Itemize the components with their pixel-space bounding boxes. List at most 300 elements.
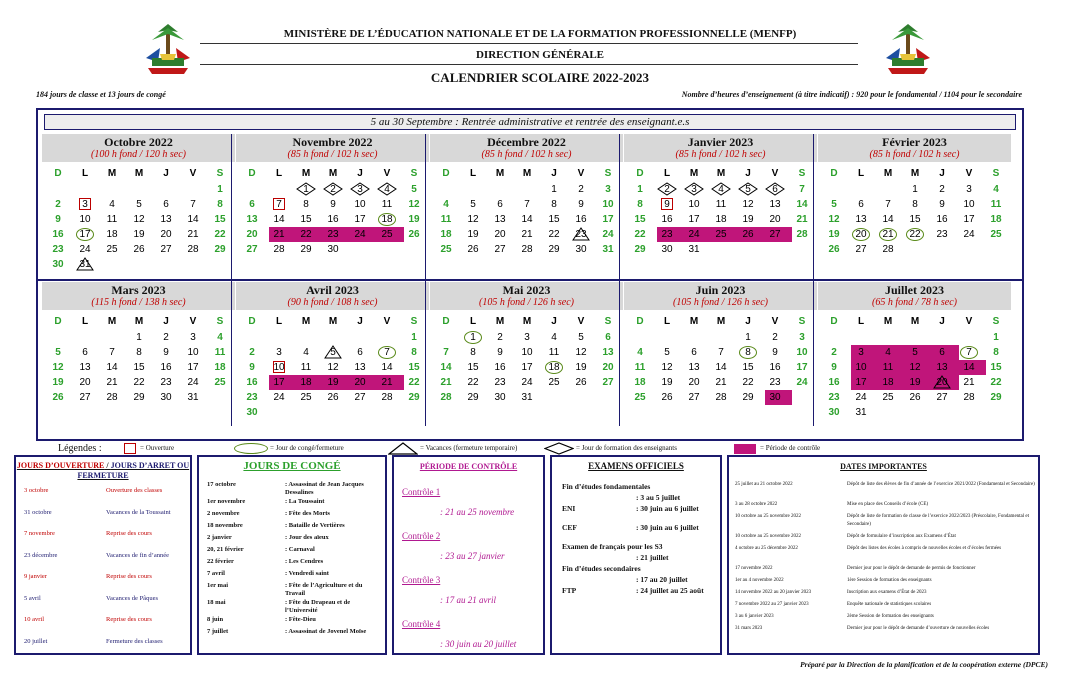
- day-header: V: [383, 168, 391, 179]
- box-ouverture-fermeture: [14, 455, 192, 655]
- month-block: [818, 134, 1011, 274]
- day-cell: 17: [855, 377, 867, 388]
- day-cell: 10: [79, 214, 91, 225]
- box5-date: 4 octobre au 25 décembre 2022: [735, 546, 798, 551]
- day-cell: 14: [273, 214, 285, 225]
- day-cell: 4: [885, 347, 891, 358]
- month-hours: (105 h fond / 126 h sec): [479, 297, 574, 308]
- day-cell: 16: [160, 362, 172, 373]
- day-cell: 11: [990, 199, 1002, 210]
- day-cell: 28: [963, 392, 975, 403]
- day-cell: 15: [634, 214, 646, 225]
- day-cell: 17: [963, 214, 975, 225]
- day-cell: 9: [831, 362, 837, 373]
- day-cell: 24: [521, 377, 533, 388]
- day-cell: 1: [470, 332, 476, 343]
- legend-diamond-icon: [544, 442, 574, 455]
- box1-date: 3 octobre: [24, 487, 49, 494]
- day-cell: 22: [548, 229, 560, 240]
- day-cell: 4: [303, 347, 309, 358]
- day-cell: 26: [133, 244, 145, 255]
- day-cell: 21: [521, 229, 533, 240]
- legend: [58, 443, 958, 455]
- month-hours: (105 h fond / 126 h sec): [673, 297, 768, 308]
- day-cell: 26: [467, 244, 479, 255]
- day-cell: 2: [939, 184, 945, 195]
- day-cell: 12: [327, 362, 339, 373]
- box1-date: 9 janvier: [24, 573, 47, 580]
- box5-event: Dernier jour pour le dépôt de demande de permis de fonctionner: [847, 566, 976, 571]
- day-cell: 16: [52, 229, 64, 240]
- day-header: M: [107, 316, 117, 327]
- month-hours: (85 h fond / 102 h sec): [287, 149, 378, 160]
- day-cell: 29: [133, 392, 145, 403]
- day-cell: 3: [82, 199, 88, 210]
- day-header: S: [798, 316, 806, 327]
- day-cell: 20: [688, 377, 700, 388]
- day-header: D: [830, 168, 838, 179]
- day-cell: 12: [909, 362, 921, 373]
- day-cell: 7: [799, 184, 805, 195]
- day-cell: 17: [354, 214, 366, 225]
- box2-date: 18 mai: [207, 599, 226, 606]
- day-header: D: [442, 316, 450, 327]
- day-cell: 2: [249, 347, 255, 358]
- day-cell: 11: [715, 199, 727, 210]
- day-cell: 22: [634, 229, 646, 240]
- day-cell: 16: [575, 214, 587, 225]
- box5-event: Dépôt de liste de formation de classe de l’exercice 2022/2023 (Préscolaire, Fondamental et Secondaire): [847, 514, 1030, 527]
- month-block: [430, 134, 623, 274]
- day-cell: 6: [772, 184, 778, 195]
- box1-date: 23 décembre: [24, 551, 58, 559]
- box3-dates: : 17 au 21 avril: [440, 595, 496, 605]
- day-header: D: [54, 168, 62, 179]
- box4-exam: CEF: [562, 523, 577, 532]
- day-cell: 2: [831, 347, 837, 358]
- day-cell: 3: [605, 184, 611, 195]
- month-header: [430, 282, 623, 310]
- day-cell: 16: [769, 362, 781, 373]
- box1-event: Vacances de fin d’année: [106, 551, 169, 559]
- divider: [200, 64, 858, 65]
- calendar-frame: [36, 108, 1024, 441]
- holiday-circle-icon: [545, 361, 563, 374]
- day-cell: 30: [828, 407, 840, 418]
- day-cell: 2: [497, 332, 503, 343]
- teaching-hours-note: Nombre d’heures d’enseignement (à titre indicatif) : 920 pour le fondamental / 1104 pour le secondaire: [681, 90, 1022, 99]
- day-header: M: [495, 168, 505, 179]
- day-cell: 2: [578, 184, 584, 195]
- day-cell: 8: [470, 347, 476, 358]
- day-cell: 7: [276, 199, 282, 210]
- box3-dates: : 30 juin au 20 juillet: [440, 639, 517, 649]
- box1-event: Fermeture des classes: [106, 637, 163, 645]
- day-cell: 9: [664, 199, 670, 210]
- box5-date: 3 au 6 janvier 2023: [735, 614, 774, 619]
- opening-day-square-icon: [273, 361, 285, 373]
- legend-ouverture: = Ouverture: [140, 444, 175, 452]
- day-cell: 19: [408, 214, 420, 225]
- box5-date: 25 juillet au 21 octobre 2022: [735, 482, 793, 487]
- day-cell: 15: [467, 362, 479, 373]
- day-header: M: [716, 168, 726, 179]
- day-cell: 7: [109, 347, 115, 358]
- day-cell: 15: [408, 362, 420, 373]
- day-cell: 8: [993, 347, 999, 358]
- day-cell: 5: [745, 184, 751, 195]
- day-header: D: [830, 316, 838, 327]
- day-cell: 12: [52, 362, 64, 373]
- day-cell: 18: [990, 214, 1002, 225]
- day-cell: 4: [993, 184, 999, 195]
- day-cell: 29: [214, 244, 226, 255]
- day-header: L: [857, 316, 865, 327]
- day-header: L: [275, 168, 283, 179]
- day-cell: 8: [745, 347, 751, 358]
- day-cell: 27: [160, 244, 172, 255]
- month-block: [818, 282, 1011, 422]
- day-cell: 27: [936, 392, 948, 403]
- day-header: L: [857, 168, 865, 179]
- day-cell: 28: [381, 392, 393, 403]
- holiday-circle-icon: [879, 228, 897, 241]
- box5-event: 1ère Session de formation des enseignants: [847, 578, 932, 583]
- day-cell: 15: [909, 214, 921, 225]
- day-cell: 30: [575, 244, 587, 255]
- day-cell: 6: [497, 199, 503, 210]
- day-header: D: [442, 168, 450, 179]
- day-cell: 27: [602, 377, 614, 388]
- training-diamond-icon: [684, 182, 704, 196]
- month-hours: (100 h fond / 120 h sec): [91, 149, 186, 160]
- legend-formation: = Jour de formation des enseignants: [576, 444, 677, 452]
- day-cell: 5: [55, 347, 61, 358]
- day-cell: 19: [327, 377, 339, 388]
- day-cell: 7: [524, 199, 530, 210]
- day-cell: 13: [246, 214, 258, 225]
- day-cell: 12: [661, 362, 673, 373]
- box4-dates: : 30 juin au 6 juillet: [636, 523, 699, 532]
- box4-dates: : 21 juillet: [636, 553, 669, 562]
- day-cell: 18: [214, 362, 226, 373]
- day-cell: 23: [828, 392, 840, 403]
- day-cell: 10: [688, 199, 700, 210]
- day-cell: 28: [273, 244, 285, 255]
- day-cell: 28: [882, 244, 894, 255]
- holiday-circle-icon: [739, 346, 757, 359]
- day-header: M: [716, 316, 726, 327]
- day-cell: 7: [190, 199, 196, 210]
- box4-dates: : 3 au 5 juillet: [636, 493, 681, 502]
- direction-title: DIRECTION GÉNÉRALE: [475, 49, 605, 61]
- month-hours: (85 h fond / 102 h sec): [481, 149, 572, 160]
- day-header: L: [469, 168, 477, 179]
- box5-date: 10 octobre au 25 novembre 2022: [735, 514, 801, 519]
- box2-date: 22 février: [207, 558, 234, 565]
- box1-date: 20 juillet: [24, 637, 48, 645]
- day-cell: 15: [300, 214, 312, 225]
- day-cell: 22: [300, 229, 312, 240]
- holiday-circle-icon: [906, 228, 924, 241]
- day-cell: 13: [769, 199, 781, 210]
- day-cell: 12: [742, 199, 754, 210]
- day-header: M: [328, 168, 338, 179]
- training-diamond-icon: [377, 182, 397, 196]
- opening-day-square-icon: [79, 198, 91, 210]
- day-cell: 4: [217, 332, 223, 343]
- day-cell: 25: [548, 377, 560, 388]
- day-cell: 8: [303, 199, 309, 210]
- legend-title: Légendes :: [58, 443, 102, 454]
- day-header: M: [910, 316, 920, 327]
- day-header: M: [495, 316, 505, 327]
- day-cell: 15: [214, 214, 226, 225]
- day-cell: 4: [718, 184, 724, 195]
- day-cell: 16: [661, 214, 673, 225]
- day-cell: 11: [381, 199, 393, 210]
- day-cell: 27: [688, 392, 700, 403]
- day-cell: 26: [661, 392, 673, 403]
- day-cell: 3: [691, 184, 697, 195]
- day-cell: 23: [160, 377, 172, 388]
- day-header: V: [771, 168, 779, 179]
- day-cell: 13: [936, 362, 948, 373]
- day-cell: 19: [909, 377, 921, 388]
- day-header: J: [163, 316, 169, 327]
- box5-event: Dépôt de liste des élèves de fin d’année de l’exercice 2021/2022 (Fondamental et Secondaire): [847, 482, 1035, 487]
- day-cell: 29: [634, 244, 646, 255]
- box5-date: 1er au 4 novembre 2022: [735, 578, 784, 583]
- box2-date: 7 avril: [207, 570, 225, 577]
- day-header: V: [189, 168, 197, 179]
- day-header: M: [883, 168, 893, 179]
- box1-event: Vacances de la Toussaint: [106, 508, 171, 516]
- day-cell: 23: [52, 244, 64, 255]
- month-block: [430, 282, 623, 422]
- box5-event: Mise en place des Conseils d’école (CE): [847, 502, 929, 507]
- day-cell: 12: [133, 214, 145, 225]
- box4-title: EXAMENS OFFICIELS: [588, 461, 684, 471]
- day-cell: 17: [688, 214, 700, 225]
- day-cell: 22: [742, 377, 754, 388]
- day-cell: 6: [82, 347, 88, 358]
- day-header: D: [54, 316, 62, 327]
- day-cell: 24: [688, 229, 700, 240]
- box2-date: 7 juillet: [207, 628, 229, 635]
- day-cell: 6: [357, 347, 363, 358]
- box5-title: DATES IMPORTANTES: [840, 462, 927, 471]
- box5-event: Dernier jour pour le dépôt de demande d’ouverture de nouvelles écoles: [847, 626, 990, 631]
- day-cell: 27: [79, 392, 91, 403]
- day-cell: 17: [521, 362, 533, 373]
- day-header: J: [357, 316, 363, 327]
- header: [0, 0, 1078, 108]
- day-cell: 30: [52, 259, 64, 270]
- day-cell: 17: [79, 229, 91, 240]
- day-cell: 28: [715, 392, 727, 403]
- box5-date: 3 au 28 octobre 2022: [735, 502, 778, 507]
- month-header: [818, 282, 1011, 310]
- day-cell: 16: [828, 377, 840, 388]
- vacation-triangle-icon: [324, 345, 342, 359]
- box2-date: 18 novembre: [207, 522, 243, 529]
- legend-triangle-icon: [388, 442, 418, 455]
- day-cell: 22: [909, 229, 921, 240]
- day-cell: 25: [715, 229, 727, 240]
- day-cell: 23: [327, 229, 339, 240]
- box4-exam: Examen de français pour les S3: [562, 542, 663, 551]
- legend-conge: = Jour de congé/fermeture: [270, 444, 344, 452]
- box2-title: JOURS DE CONGÉ: [243, 460, 341, 472]
- day-cell: 11: [882, 362, 894, 373]
- day-cell: 15: [990, 362, 1002, 373]
- box2-event: : Bataille de Vertières: [285, 522, 345, 529]
- day-cell: 31: [855, 407, 867, 418]
- day-cell: 2: [55, 199, 61, 210]
- box4-exam: Fin d’études secondaires: [562, 564, 641, 573]
- day-cell: 1: [411, 332, 417, 343]
- day-cell: 21: [796, 214, 808, 225]
- month-block: [42, 134, 235, 274]
- day-header: M: [689, 168, 699, 179]
- opening-day-square-icon: [661, 198, 673, 210]
- box3-label: Contrôle 1: [402, 487, 441, 497]
- day-cell: 7: [885, 199, 891, 210]
- day-cell: 26: [909, 392, 921, 403]
- divider: [200, 43, 858, 44]
- box2-date: 1er mai: [207, 582, 228, 589]
- legend-magenta-swatch: [734, 444, 756, 454]
- day-header: M: [328, 316, 338, 327]
- day-cell: 4: [443, 199, 449, 210]
- day-header: S: [992, 168, 1000, 179]
- day-cell: 25: [106, 244, 118, 255]
- month-header: [624, 282, 817, 310]
- day-cell: 19: [52, 377, 64, 388]
- box2-date: 2 janvier: [207, 534, 232, 541]
- month-name: Avril 2023: [306, 283, 359, 297]
- day-cell: 31: [521, 392, 533, 403]
- day-cell: 9: [939, 199, 945, 210]
- day-cell: 2: [330, 184, 336, 195]
- day-cell: 14: [381, 362, 393, 373]
- day-cell: 6: [939, 347, 945, 358]
- day-cell: 22: [467, 377, 479, 388]
- day-cell: 4: [384, 184, 390, 195]
- training-diamond-icon: [296, 182, 316, 196]
- day-cell: 9: [249, 362, 255, 373]
- day-cell: 7: [718, 347, 724, 358]
- training-diamond-icon: [765, 182, 785, 196]
- day-header: J: [939, 168, 945, 179]
- day-cell: 24: [963, 229, 975, 240]
- training-diamond-icon: [350, 182, 370, 196]
- month-name: Décembre 2022: [487, 135, 566, 149]
- box5-event: Inscription aux examens d’État de 2023: [847, 590, 927, 595]
- holiday-circle-icon: [852, 228, 870, 241]
- day-cell: 19: [661, 377, 673, 388]
- day-cell: 11: [440, 214, 452, 225]
- day-cell: 6: [163, 199, 169, 210]
- day-header: L: [663, 168, 671, 179]
- day-header: L: [275, 316, 283, 327]
- day-cell: 15: [548, 214, 560, 225]
- day-cell: 13: [688, 362, 700, 373]
- day-cell: 29: [408, 392, 420, 403]
- holiday-circle-icon: [960, 346, 978, 359]
- day-cell: 18: [634, 377, 646, 388]
- day-cell: 13: [494, 214, 506, 225]
- day-cell: 6: [249, 199, 255, 210]
- day-cell: 8: [411, 347, 417, 358]
- day-cell: 10: [796, 347, 808, 358]
- day-header: J: [939, 316, 945, 327]
- day-cell: 7: [966, 347, 972, 358]
- box5-event: Dépôt des listes des écoles à compris de nouvelles écoles et d’écoles fermées: [847, 546, 1002, 551]
- box2-date: 20, 21 février: [207, 546, 244, 553]
- day-cell: 10: [521, 347, 533, 358]
- month-name: Juin 2023: [695, 283, 746, 297]
- day-cell: 11: [214, 347, 226, 358]
- box2-event: : Fête de l’Agriculture et du Travail: [285, 582, 363, 597]
- day-cell: 28: [796, 229, 808, 240]
- day-cell: 13: [354, 362, 366, 373]
- day-header: M: [522, 316, 532, 327]
- month-name: Janvier 2023: [687, 135, 754, 149]
- day-header: V: [577, 316, 585, 327]
- day-header: S: [604, 316, 612, 327]
- day-cell: 25: [882, 392, 894, 403]
- month-name: Mars 2023: [111, 283, 166, 297]
- day-header: D: [248, 316, 256, 327]
- day-cell: 24: [79, 244, 91, 255]
- box1-event: Reprise des cours: [106, 530, 152, 537]
- day-header: V: [383, 316, 391, 327]
- box3-label: Contrôle 4: [402, 619, 441, 629]
- month-name: Novembre 2022: [292, 135, 373, 149]
- day-cell: 20: [494, 229, 506, 240]
- day-cell: 28: [440, 392, 452, 403]
- month-header: [624, 134, 817, 162]
- day-header: L: [469, 316, 477, 327]
- day-cell: 23: [661, 229, 673, 240]
- day-header: M: [107, 168, 117, 179]
- month-name: Octobre 2022: [104, 135, 173, 149]
- box2-event: : Assassinat de Jean Jacques Dessalines: [285, 481, 364, 496]
- day-cell: 1: [993, 332, 999, 343]
- vacation-triangle-icon: [572, 227, 590, 241]
- day-cell: 26: [52, 392, 64, 403]
- day-cell: 30: [661, 244, 673, 255]
- day-cell: 20: [602, 362, 614, 373]
- month-block: [624, 282, 817, 422]
- day-header: V: [189, 316, 197, 327]
- day-cell: 21: [715, 377, 727, 388]
- day-cell: 29: [742, 392, 754, 403]
- legend-vacances: = Vacances (fermeture temporaire): [420, 444, 518, 452]
- day-cell: 4: [109, 199, 115, 210]
- day-header: J: [357, 168, 363, 179]
- box1-title: JOURS D’OUVERTURE / JOURS D’ARRET OU FERMETURE: [16, 461, 190, 480]
- page-title: CALENDRIER SCOLAIRE 2022-2023: [430, 70, 650, 85]
- day-cell: 31: [688, 244, 700, 255]
- day-cell: 14: [963, 362, 975, 373]
- box2-date: 17 octobre: [207, 481, 236, 488]
- day-cell: 27: [246, 244, 258, 255]
- day-cell: 26: [327, 392, 339, 403]
- box2-event: : Assassinat de Jovenel Moïse: [285, 628, 367, 635]
